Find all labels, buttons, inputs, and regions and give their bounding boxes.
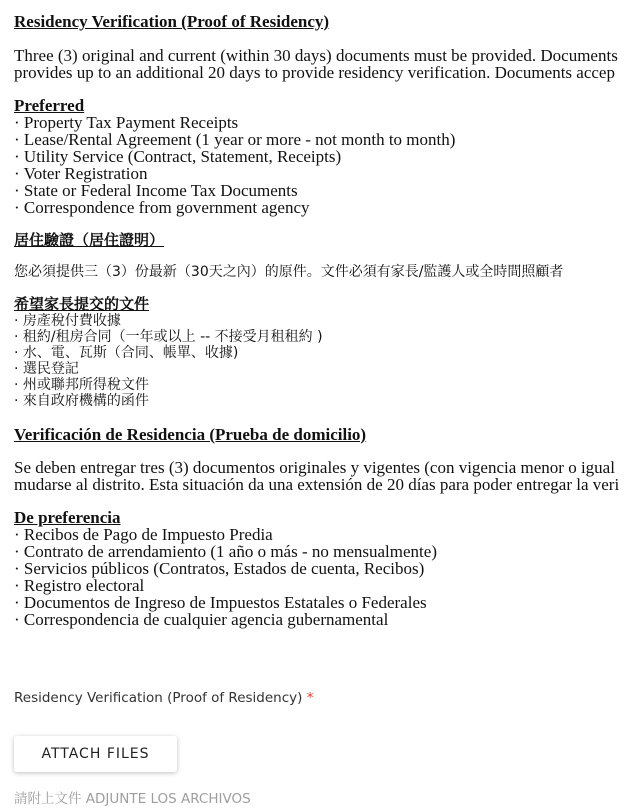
list-item: · 水、電、瓦斯（合同、帳單、收據) (14, 345, 239, 361)
spanish-preferred-heading: De preferencia (14, 508, 121, 527)
list-item: · 來自政府機構的函件 (14, 393, 149, 409)
english-title: Residency Verification (Proof of Residency) (14, 12, 330, 31)
list-item: · Recibos de Pago de Impuesto Predia (14, 525, 273, 544)
field-label-text: Residency Verification (Proof of Residency) (14, 690, 303, 706)
list-item: · Documentos de Ingreso de Impuestos Estatales o Federales (14, 593, 427, 612)
list-item: · 選民登記 (14, 361, 79, 377)
attach-files-button[interactable]: ATTACH FILES (14, 736, 177, 772)
list-item: · 租約/租房合同（一年或以上 -- 不接受月租租約 ) (14, 329, 323, 345)
list-item: · Voter Registration (14, 164, 148, 183)
list-item: · Property Tax Payment Receipts (14, 113, 239, 132)
english-paragraph-line: provides up to an additional 20 days to provide residency verification. Documents accep (14, 63, 615, 82)
english-preferred-heading: Preferred (14, 96, 85, 115)
chinese-title: 居住驗證（居住證明） (14, 231, 165, 249)
list-item: · 州或聯邦所得稅文件 (14, 377, 149, 393)
spanish-title: Verificación de Residencia (Prueba de domicilio) (14, 425, 367, 444)
list-item: · Correspondence from government agency (14, 198, 310, 217)
spanish-paragraph-line: mudarse al distrito. Esta situación da una extensión de 20 días para poder entregar la veri (14, 475, 620, 494)
helper-text-chinese: 請附上文件 (14, 791, 82, 807)
spanish-paragraph-line: Se deben entregar tres (3) documentos originales y vigentes (con vigencia menor o igual (14, 458, 615, 477)
list-item: · Servicios públicos (Contratos, Estados de cuenta, Recibos) (14, 559, 425, 578)
list-item: · State or Federal Income Tax Documents (14, 181, 298, 200)
chinese-paragraph: 您必須提供三（3）份最新（30天之內）的原件。文件必須有家長/監護人或全時間照顧者 (14, 264, 564, 280)
helper-text (14, 787, 251, 807)
helper-text-spanish: ADJUNTE LOS ARCHIVOS (85, 791, 251, 807)
english-paragraph-line: Three (3) original and current (within 30 days) documents must be provided. Documents (14, 46, 618, 65)
field-label (14, 690, 313, 706)
chinese-preferred-heading: 希望家長提交的文件 (14, 295, 150, 313)
list-item: · Utility Service (Contract, Statement, Receipts) (14, 147, 342, 166)
list-item: · Contrato de arrendamiento (1 año o más - no mensualmente) (14, 542, 437, 561)
list-item: · 房產稅付費收據 (14, 313, 121, 329)
list-item: · Registro electoral (14, 576, 145, 595)
list-item: · Lease/Rental Agreement (1 year or more - not month to month) (14, 130, 456, 149)
list-item: · Correspondencia de cualquier agencia gubernamental (14, 610, 389, 629)
required-asterisk: * (306, 690, 314, 706)
